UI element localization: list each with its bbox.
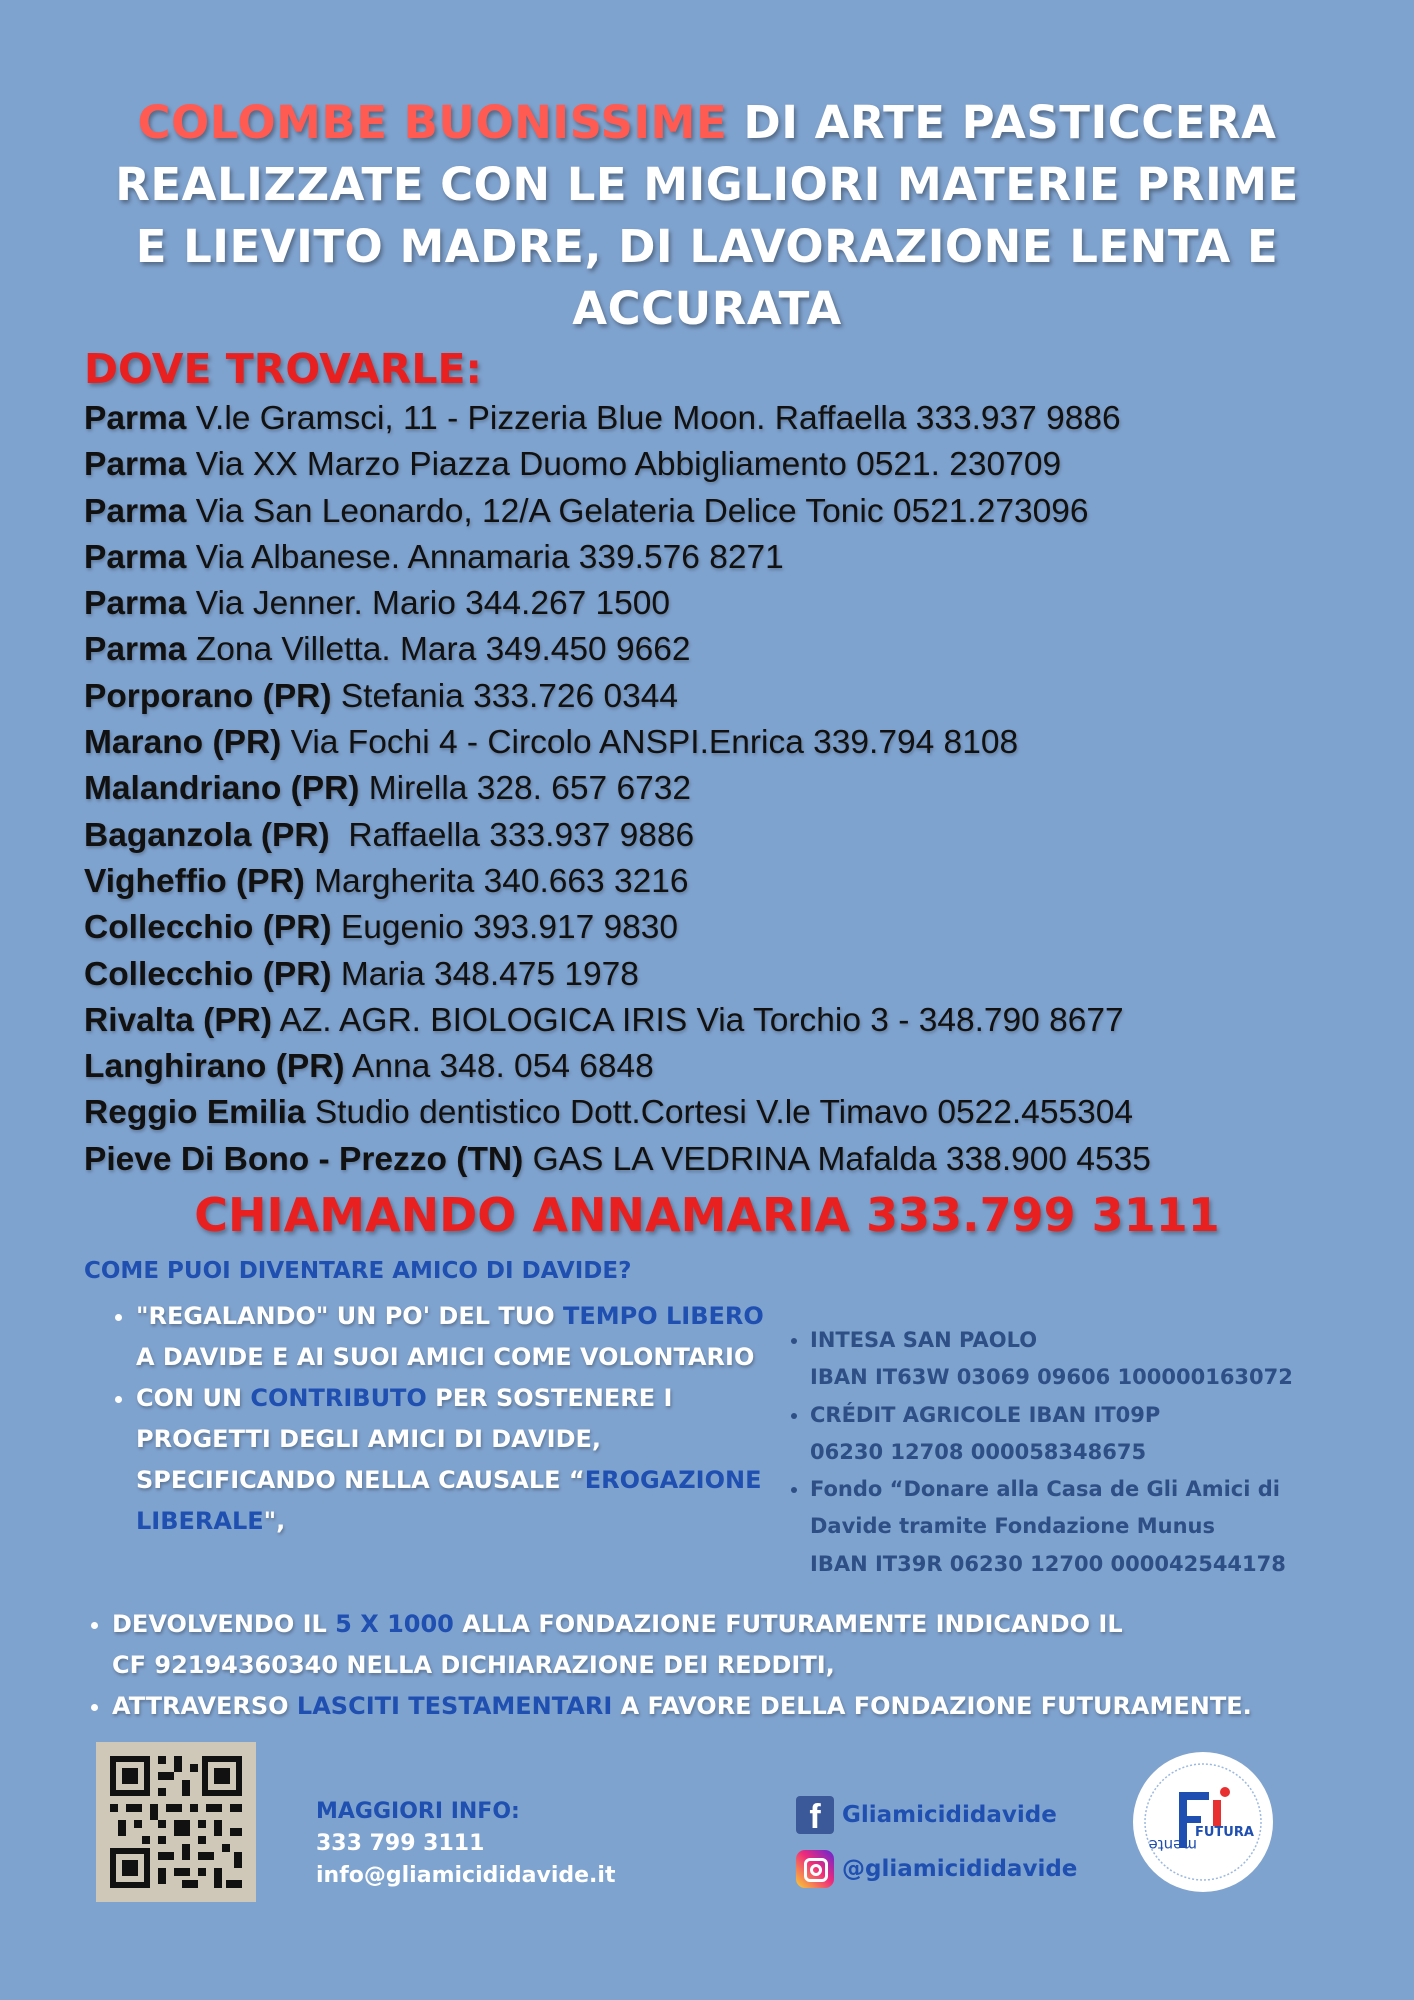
way-text: ", <box>263 1507 286 1535</box>
way-highlight: TEMPO LIBERO <box>563 1302 764 1330</box>
way-text: A DAVIDE E AI SUOI AMICI COME VOLONTARIO <box>136 1343 755 1371</box>
list-item <box>136 1296 776 1378</box>
where-title: DOVE TROVARLE: <box>84 345 482 393</box>
instagram-handle: @gliamicididavide <box>842 1856 1078 1882</box>
logo-word1: FUTURA <box>1195 1825 1254 1840</box>
list-item <box>84 396 1384 442</box>
location-detail: Mirella 328. 657 6732 <box>359 770 691 808</box>
location-detail: Via Albanese. Annamaria 339.576 8271 <box>186 538 784 576</box>
location-place: Parma <box>84 446 187 484</box>
location-place: Reggio Emilia <box>84 1094 306 1132</box>
call-banner: CHIAMANDO ANNAMARIA 333.799 3111 <box>194 1188 1220 1242</box>
location-list <box>84 396 1384 1183</box>
location-place: Parma <box>84 492 187 530</box>
headline-highlight: COLOMBE BUONISSIME <box>137 96 728 149</box>
bank-name: • CRÉDIT AGRICOLE IBAN IT09P <box>810 1402 1161 1427</box>
list-item <box>84 813 1384 859</box>
list-item <box>84 489 1384 535</box>
location-detail: Stefania 333.726 0344 <box>331 677 678 715</box>
way-text: DEVOLVENDO IL <box>112 1610 336 1638</box>
location-detail: Eugenio 393.917 9830 <box>331 909 679 947</box>
list-item <box>810 1397 1414 1472</box>
ways-list <box>108 1296 776 1542</box>
contact-info <box>316 1796 615 1892</box>
bank-iban: 06230 12708 000058348675 <box>810 1439 1147 1464</box>
location-place: Collecchio (PR) <box>84 909 332 947</box>
location-place: Parma <box>84 400 187 437</box>
list-item <box>84 998 1384 1044</box>
way-highlight: EROGAZIONE LIBERALE <box>136 1466 762 1535</box>
info-label: MAGGIORI INFO: <box>316 1799 520 1824</box>
facebook-link[interactable] <box>796 1794 1077 1836</box>
location-place: Porporano (PR) <box>84 677 332 715</box>
way-text: CF 92194360340 NELLA DICHIARAZIONE DEI REDDITI, <box>112 1651 835 1679</box>
info-phone[interactable]: 333 799 3111 <box>316 1831 485 1856</box>
instagram-link[interactable] <box>796 1848 1077 1890</box>
location-place: Rivalta (PR) <box>84 1001 273 1039</box>
location-place: Langhirano (PR) <box>84 1048 345 1086</box>
way-text: ALLA FONDAZIONE FUTURAMENTE INDICANDO IL <box>453 1610 1123 1638</box>
list-item <box>84 766 1384 812</box>
location-place: Pieve Di Bono - Prezzo (TN) <box>84 1140 524 1178</box>
way-text: "REGALANDO" UN PO' DEL TUO <box>136 1302 563 1330</box>
location-detail: Raffaella 333.937 9886 <box>329 816 695 854</box>
headline-line2: REALIZZATE CON LE MIGLIORI MATERIE PRIME <box>115 158 1299 211</box>
bank-list <box>782 1322 1414 1583</box>
way-text: PER SOSTENERE I PROGETTI DEGLI AMICI DI DAVIDE, SPECIFICANDO NELLA CAUSALE “ <box>136 1384 673 1494</box>
list-item <box>84 1044 1384 1090</box>
location-detail: Via San Leonardo, 12/A Gelateria Delice Tonic 0521.273096 <box>186 492 1089 530</box>
location-detail: Zona Villetta. Mara 349.450 9662 <box>186 631 691 669</box>
location-place: Marano (PR) <box>84 724 282 762</box>
headline <box>60 92 1354 340</box>
location-detail: Anna 348. 054 6848 <box>344 1048 654 1086</box>
list-item <box>810 1471 1414 1583</box>
way-text: ATTRAVERSO <box>112 1692 297 1720</box>
location-place: Parma <box>84 538 187 576</box>
futuramente-logo <box>1133 1752 1273 1892</box>
location-place: Parma <box>84 585 187 623</box>
bank-name: Davide tramite Fondazione Munus <box>810 1514 1215 1539</box>
location-detail: GAS LA VEDRINA Mafalda 338.900 4535 <box>523 1140 1151 1178</box>
list-item <box>112 1686 1414 1727</box>
way-highlight: LASCITI TESTAMENTARI <box>296 1692 613 1720</box>
list-item <box>84 674 1384 720</box>
instagram-icon <box>796 1850 834 1888</box>
location-place: Collecchio (PR) <box>84 955 332 993</box>
facebook-icon: f <box>796 1796 834 1834</box>
way-highlight: 5 X 1000 <box>335 1610 454 1638</box>
location-place: Parma <box>84 631 187 669</box>
headline-line1: DI ARTE PASTICCERA <box>727 96 1277 149</box>
location-detail: Maria 348.475 1978 <box>331 955 639 993</box>
facebook-handle: Gliamicididavide <box>842 1802 1057 1828</box>
info-email[interactable]: info@gliamicididavide.it <box>316 1863 616 1888</box>
location-place: Vigheffio (PR) <box>84 862 305 900</box>
list-item <box>112 1604 1414 1686</box>
headline-line4: ACCURATA <box>572 282 842 335</box>
way-text: A FAVORE DELLA FONDAZIONE FUTURAMENTE. <box>612 1692 1252 1720</box>
social-links <box>796 1794 1077 1902</box>
location-detail: Via Fochi 4 - Circolo ANSPI.Enrica 339.794 8108 <box>281 724 1019 762</box>
list-item <box>810 1322 1414 1397</box>
location-detail: AZ. AGR. BIOLOGICA IRIS Via Torchio 3 - 348.790 8677 <box>272 1001 1124 1039</box>
headline-line3: E LIEVITO MADRE, DI LAVORAZIONE LENTA E <box>135 220 1279 273</box>
list-item <box>84 1090 1384 1136</box>
list-item <box>84 581 1384 627</box>
location-detail: Margherita 340.663 3216 <box>304 862 689 900</box>
location-detail: V.le Gramsci, 11 - Pizzeria Blue Moon. Raffaella 333.937 9886 <box>186 400 1121 437</box>
list-item <box>84 720 1384 766</box>
list-item <box>84 535 1384 581</box>
location-detail: Via XX Marzo Piazza Duomo Abbigliamento 0521. 230709 <box>186 446 1062 484</box>
location-detail: Via Jenner. Mario 344.267 1500 <box>186 585 671 623</box>
bank-name: • Fondo “Donare alla Casa de Gli Amici di <box>810 1477 1280 1502</box>
way-highlight: CONTRIBUTO <box>250 1384 427 1412</box>
way-text: CON UN <box>136 1384 251 1412</box>
bank-iban: IBAN IT63W 03069 09606 100000163072 <box>810 1365 1293 1390</box>
qr-code-icon[interactable] <box>96 1742 256 1902</box>
list-item <box>84 442 1384 488</box>
bank-iban: IBAN IT39R 06230 12700 000042544178 <box>810 1551 1286 1576</box>
location-place: Baganzola (PR) <box>84 816 330 854</box>
list-item <box>84 1137 1384 1183</box>
friend-title: COME PUOI DIVENTARE AMICO DI DAVIDE? <box>84 1258 632 1284</box>
list-item <box>84 859 1384 905</box>
location-detail: Studio dentistico Dott.Cortesi V.le Timavo 0522.455304 <box>305 1094 1133 1132</box>
logo-word2: mente <box>1148 1836 1197 1854</box>
list-item <box>84 905 1384 951</box>
bank-name: • INTESA SAN PAOLO <box>810 1328 1038 1352</box>
list-item <box>136 1378 776 1542</box>
more-ways-list <box>80 1604 1414 1727</box>
list-item <box>84 952 1384 998</box>
location-place: Malandriano (PR) <box>84 770 360 808</box>
list-item <box>84 627 1384 673</box>
